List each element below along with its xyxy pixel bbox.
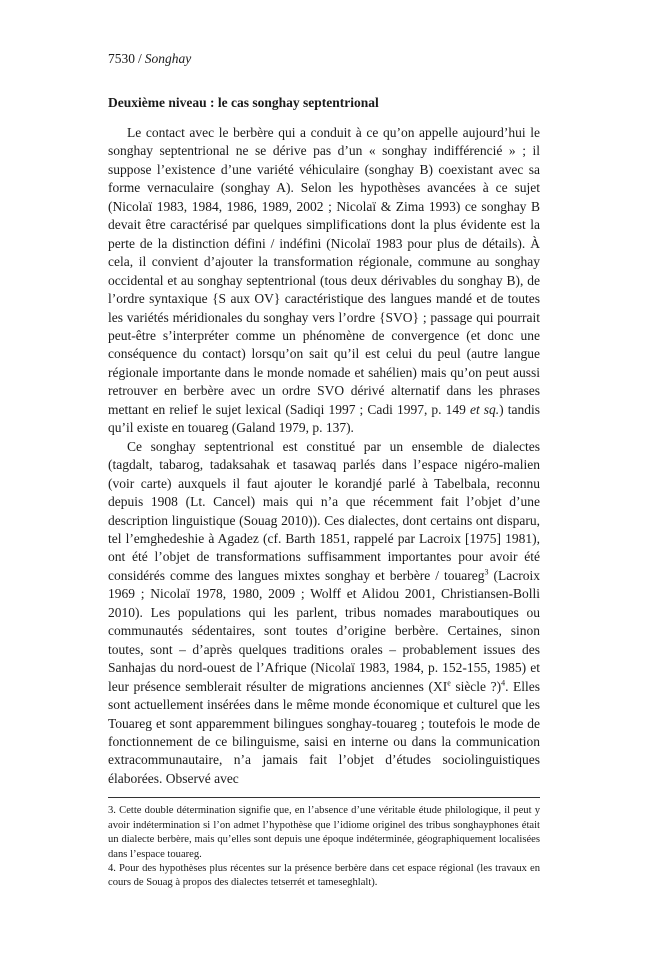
footnote-3: 3. Cette double détermination signifie que, en l’absence d’une véritable étude philologique, il peut y avoir indétermination si l’on admet l’hypothèse que l’idiome originel des tribus songhayphones était un dialecte berbère, mais qu’elles sont depuis une époque indéterminée, géographiquement localisées dans l’espace touareg. — [108, 805, 540, 860]
footnote-divider — [108, 797, 540, 798]
footnote-ref-4[interactable]: 4 — [501, 678, 506, 688]
paragraph-1-text-b: ) tandis qu’il existe en touareg (Galand 1979, p. 137). — [108, 401, 540, 436]
page — [108, 50, 540, 891]
century-superscript: e — [447, 678, 451, 688]
paragraph-2-text-a: Ce songhay septentrional est constitué par un ensemble de dialectes (tagdalt, tabarog, tadaksahak et tasawaq parlés dans l’espace nigéro-malien (voir carte) auxquels il faut ajouter le korandjé parlé à Tabelbala, reconnu depuis 1908 (Lt. Cancel) mais qui n’a que récemment fait l’objet d’une description linguistique (Souag 2010)). Ces dialectes, dont certains ont disparu, tel l’emghedeshie à Agadez (cf. Barth 1851, rappelé par Lacroix [1975] 1981), ont été l’objet de transformations suffisamment importantes pour avoir été considérés comme des langues mixtes songhay et berbère / touareg — [108, 438, 540, 583]
paragraph-1-italic: et sq. — [469, 401, 500, 417]
paragraph-2-text-d: . Elles sont actuellement insérées dans le même monde économique et culturel que les Touareg et sont apparemment bilingues songhay-touareg ; toutefois le mode de fonctionnement de ce bilinguisme, saisi en interne ou dans la communication extracommunautaire, n’a jamais fait l’objet d’études sociolinguistiques élaborées. Observé avec — [108, 678, 540, 786]
paragraph-1 — [108, 124, 540, 438]
section-title: Deuxième niveau : le cas songhay septentrional — [108, 95, 379, 110]
footnote-ref-3[interactable]: 3 — [484, 567, 489, 577]
paragraph-2 — [108, 438, 540, 789]
paragraph-1-text-a: Le contact avec le berbère qui a conduit à ce qu’on appelle aujourd’hui le songhay septentrional ne se dérive pas d’un « songhay indifférencié » ; il suppose l’existence d’une variété véhiculaire (songhay B) coexistant avec sa forme vernaculaire (songhay A). Selon les hypothèses avancées à ce sujet (Nicolaï 1983, 1984, 1986, 1989, 2002 ; Nicolaï & Zima 1993) ce songhay B devait être caractérisé par quelques simplifications dont la plus évidente est la perte de la distinction défini / indéfini (Nicolaï 1983 pour plus de détails). À cela, il convient d’ajouter la transformation régionale, commune au songhay occidental et au songhay septentrional (tous deux dérivables du songhay B), de l’ordre syntaxique {S aux OV} caractéristique des langues mandé et de toutes les variétés méridionales du songhay vers l’ordre {SVO} ; passage qui pourrait peut-être s’interpréter comme un phénomène de convergence (et donc une conséquence du contact) lorsqu’on sait qu’il est celui du peul (autre langue régionale importante dans le monde nomade et sahélien) mais qu’on peut aussi retrouver en berbère avec un ordre SVO dérivé alternatif dans les phrases mettant en relief le sujet lexical (Sadiqi 1997 ; Cadi 1997, p. 149 — [108, 125, 540, 417]
running-head-separator: / — [138, 51, 142, 66]
running-head-title: Songhay — [144, 51, 192, 66]
page-number: 7530 — [108, 51, 135, 66]
paragraph-2-text-b: (Lacroix 1969 ; Nicolaï 1978, 1980, 2009 ; Wolff et Alidou 2001, Christiansen-Bolli 2010). Les populations qui les parlent, tribus nomades maraboutiques ou communautés sédentaires, sont toutes d’origine berbère. Certaines, sinon toutes, sont – d’après quelques traditions orales – probablement issues des Sanhajas du nord-ouest de l’Afrique (Nicolaï 1983, 1984, p. 152-155, 1985) et leur présence semblerait résulter de migrations anciennes (XI — [108, 567, 540, 694]
running-head — [108, 50, 540, 68]
paragraph-2-text-c: siècle ?) — [450, 678, 502, 694]
footnote-4: 4. Pour des hypothèses plus récentes sur la présence berbère dans cet espace régional (les travaux en cours de Souag à propos des dialectes tetserrét et tameseghlalt). — [108, 862, 540, 889]
